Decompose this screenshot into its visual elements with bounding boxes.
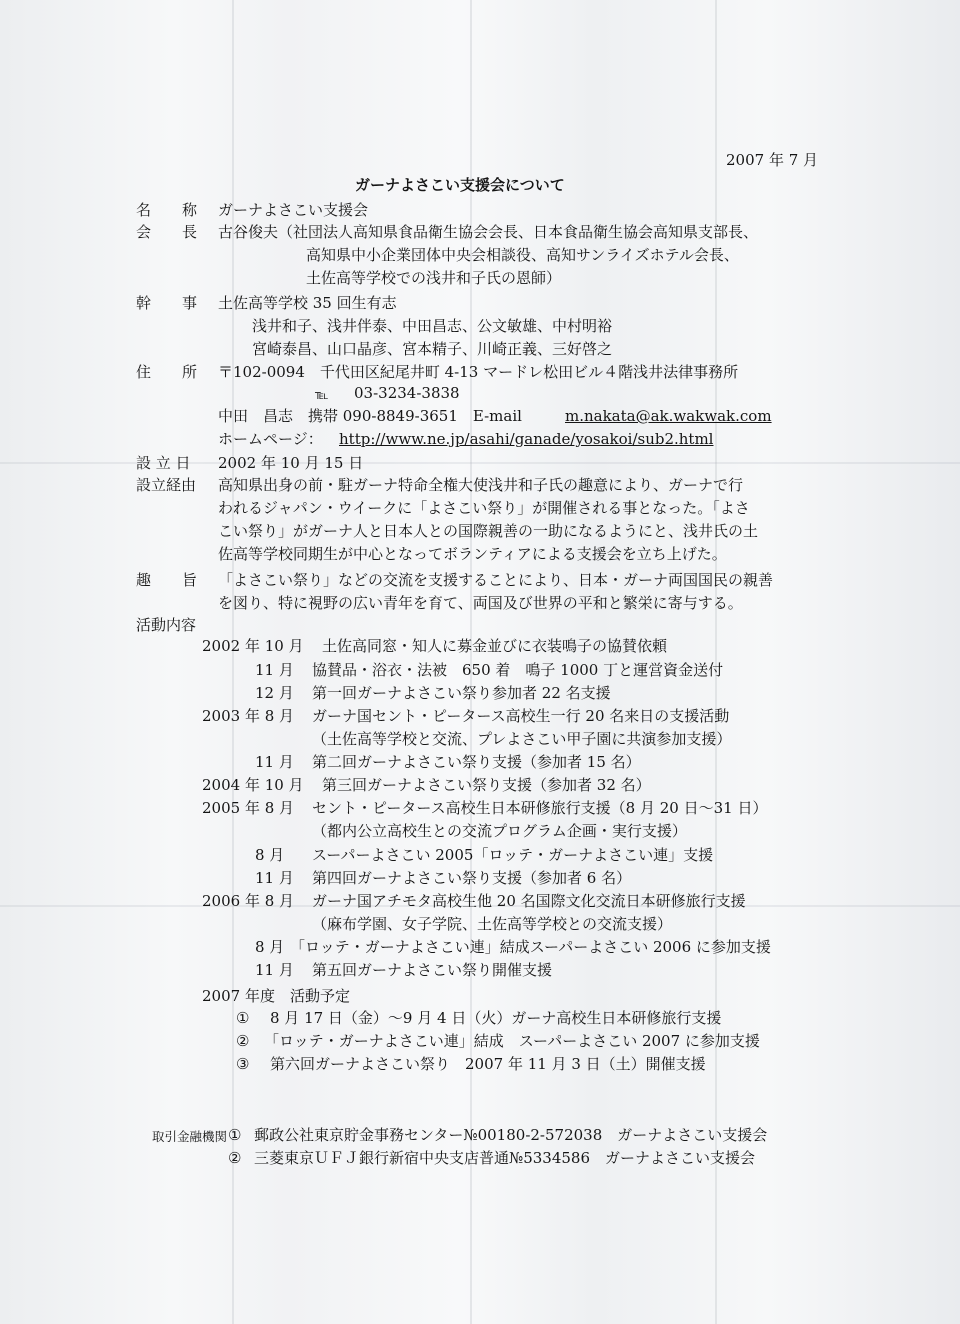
secretary-label-a: 幹 (136, 294, 152, 312)
purpose-line: 「よさこい祭り」などの交流を支援することにより、日本・ガーナ両国国民の親善 (218, 571, 774, 589)
activity-date: 2005 年 8 月 (202, 799, 295, 817)
chairman-label-a: 会 (136, 223, 152, 241)
tel-number: 03-3234-3838 (354, 384, 460, 402)
established-label: 設 立 日 (136, 454, 191, 472)
secretary-members: 宮崎泰昌、山口晶彦、宮本精子、川崎正義、三好啓之 (252, 340, 613, 358)
established-date: 2002 年 10 月 15 日 (218, 454, 364, 472)
activity-text: ガーナ国セント・ピータース高校生一行 20 名来日の支援活動 (312, 707, 730, 725)
plan-label: 2007 年度 活動予定 (202, 987, 350, 1005)
plan-number: ③ (236, 1055, 250, 1073)
activity-date: 11 月 (255, 869, 294, 887)
banks-label: 取引金融機関 (152, 1129, 228, 1144)
activity-date: 2004 年 10 月 (202, 776, 304, 794)
name-label-b: 称 (182, 201, 198, 219)
activity-date: 11 月 (255, 961, 294, 979)
homepage-link[interactable]: http://www.ne.jp/asahi/ganade/yosakoi/sub2.html (339, 430, 714, 448)
activity-text: （土佐高等学校と交流、プレよさこい甲子園に共演参加支援） (312, 730, 732, 748)
plan-text: 第六回ガーナよさこい祭り 2007 年 11 月 3 日（土）開催支援 (270, 1055, 706, 1073)
chairman-line: 古谷俊夫（社団法人高知県食品衛生協会会長、日本食品衛生協会高知県支部長、 (218, 223, 759, 241)
tel-label: ℡ (315, 387, 329, 402)
activity-date: 2003 年 8 月 (202, 707, 295, 725)
address-label-b: 所 (182, 363, 198, 381)
purpose-label-b: 旨 (182, 571, 198, 589)
plan-text: 「ロッテ・ガーナよさこい連」結成 スーパーよさこい 2007 に参加支援 (264, 1032, 760, 1050)
document-title: ガーナよさこい支援会について (355, 176, 565, 194)
activity-text: 第三回ガーナよさこい祭り支援（参加者 32 名） (322, 776, 651, 794)
activity-date: 8 月 (255, 938, 285, 956)
chairman-line: 土佐高等学校での浅井和子氏の恩師） (306, 269, 562, 287)
activity-text: 「ロッテ・ガーナよさこい連」結成スーパーよさこい 2006 に参加支援 (290, 938, 771, 956)
plan-text: 8 月 17 日（金）～9 月 4 日（火）ガーナ高校生日本研修旅行支援 (270, 1009, 722, 1027)
activity-date: 2006 年 8 月 (202, 892, 295, 910)
activity-text: 第二回ガーナよさこい祭り支援（参加者 15 名） (312, 753, 641, 771)
activity-text: セント・ピータース高校生日本研修旅行支援（8 月 20 日～31 日） (312, 799, 768, 817)
activity-text: （麻布学園、女子学院、土佐高等学校との交流支援） (312, 915, 673, 933)
activity-text: 第五回ガーナよさこい祭り開催支援 (312, 961, 553, 979)
activity-text: 協賛品・浴衣・法被 650 着 鳴子 1000 丁と運営資金送付 (312, 661, 724, 679)
plan-number: ② (236, 1032, 250, 1050)
activity-text: 第四回ガーナよさこい祭り支援（参加者 6 名） (312, 869, 632, 887)
name-label-a: 名 (136, 201, 152, 219)
activity-text: 第一回ガーナよさこい祭り参加者 22 名支援 (312, 684, 611, 702)
activity-date: 11 月 (255, 753, 294, 771)
secretary-members: 浅井和子、浅井伴泰、中田昌志、公文敏雄、中村明裕 (252, 317, 613, 335)
activity-date: 12 月 (255, 684, 294, 702)
chairman-label-b: 長 (182, 223, 198, 241)
background-line: われるジャパン・ウイークに「よさこい祭り」が開催される事となった。「よさ (218, 499, 750, 517)
bank-account: 郵政公社東京貯金事務センター№00180-2-572038 ガーナよさこい支援会 (254, 1126, 768, 1144)
secretary-label-b: 事 (182, 294, 198, 312)
bank-number: ① (228, 1126, 242, 1144)
chairman-line: 高知県中小企業団体中央会相談役、高知サンライズホテル会長、 (306, 246, 739, 264)
plan-number: ① (236, 1009, 250, 1027)
activity-text: （都内公立高校生との交流プログラム企画・実行支援） (312, 822, 687, 840)
homepage-label: ホームページ： (218, 430, 323, 448)
organization-name: ガーナよさこい支援会 (218, 201, 369, 219)
background-line: 佐高等学校同期生が中心となってボランティアによる支援会を立ち上げた。 (218, 545, 727, 563)
activity-text: スーパーよさこい 2005「ロッテ・ガーナよさこい連」支援 (312, 846, 714, 864)
purpose-line: を図り、特に視野の広い青年を育て、両国及び世界の平和と繁栄に寄与する。 (218, 594, 743, 612)
activity-date: 8 月 (255, 846, 285, 864)
bank-account: 三菱東京ＵＦＪ銀行新宿中央支店普通№5334586 ガーナよさこい支援会 (254, 1149, 756, 1167)
bank-number: ② (228, 1149, 242, 1167)
activities-label: 活動内容 (136, 616, 197, 634)
address-label-a: 住 (136, 363, 152, 381)
address-line: 〒102-0094 千代田区紀尾井町 4-13 マードレ松田ビル４階浅井法律事務所 (218, 363, 739, 381)
activity-text: 土佐高同窓・知人に募金並びに衣装鳴子の協賛依頼 (322, 637, 668, 655)
purpose-label-a: 趣 (136, 571, 152, 589)
activity-date: 2002 年 10 月 (202, 637, 304, 655)
document-date: 2007 年 7 月 (726, 151, 819, 169)
activity-date: 11 月 (255, 661, 294, 679)
email-link[interactable]: m.nakata@ak.wakwak.com (565, 407, 772, 425)
background-line: こい祭り」がガーナ人と日本人との国際親善の一助になるようにと、浅井氏の土 (218, 522, 759, 540)
activity-text: ガーナ国アチモタ高校生他 20 名国際文化交流日本研修旅行支援 (312, 892, 746, 910)
background-label: 設立経由 (136, 476, 197, 494)
contact-line: 中田 昌志 携帯 090-8849-3651 E-mail (218, 407, 522, 425)
secretary-group: 土佐高等学校 35 回生有志 (218, 294, 397, 312)
background-line: 高知県出身の前・駐ガーナ特命全権大使浅井和子氏の趣意により、ガーナで行 (218, 476, 744, 494)
